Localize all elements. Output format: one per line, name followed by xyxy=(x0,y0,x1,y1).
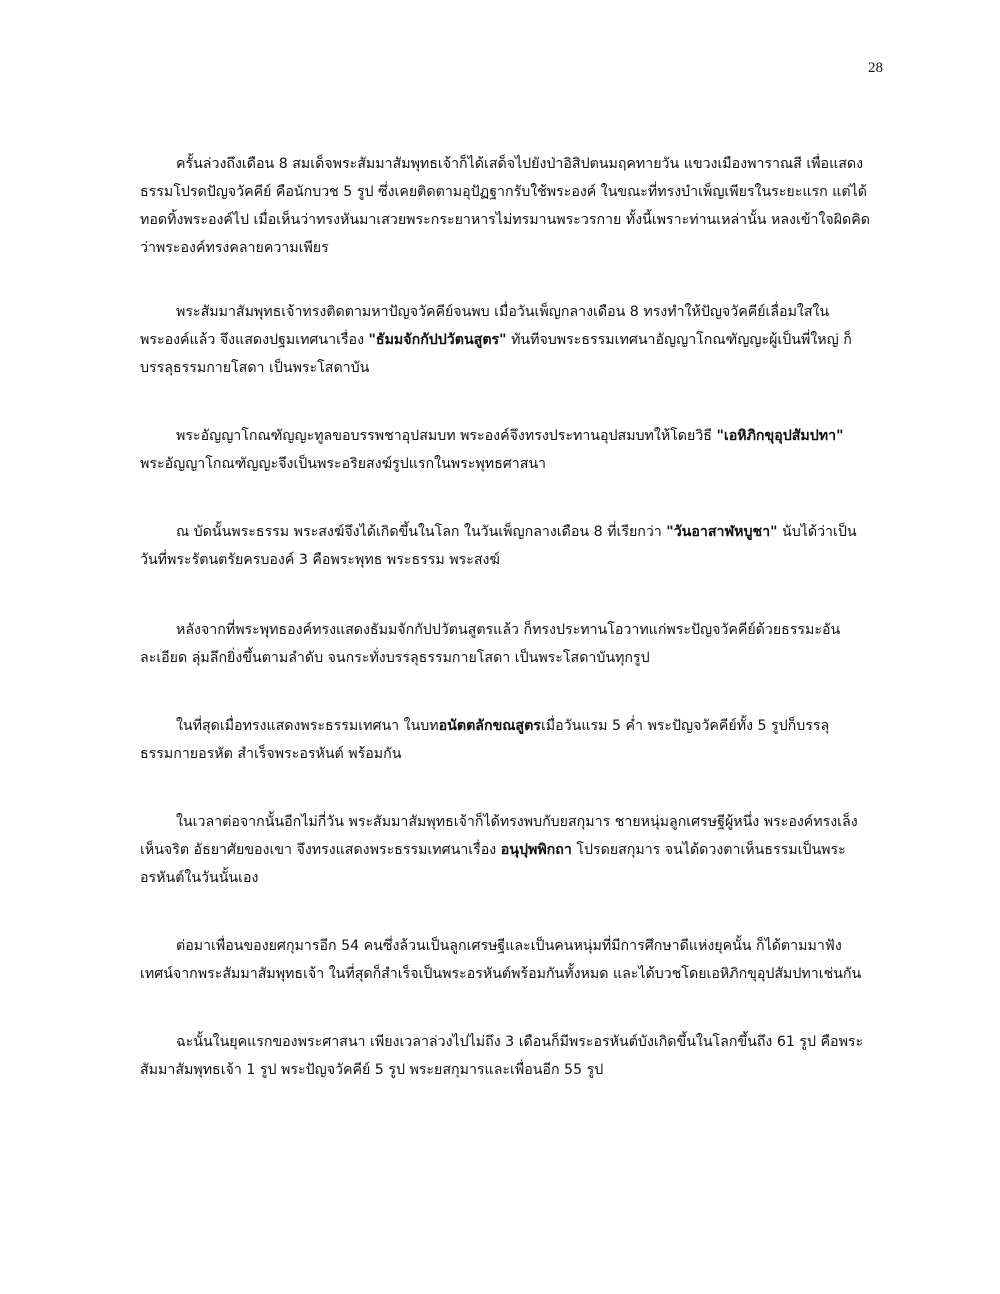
ordination-term-ehibhikkhu: "เอหิภิกขุอุปสัมปทา" xyxy=(716,428,844,444)
paragraph-5-text: หลังจากที่พระพุทธองค์ทรงแสดงธัมมจักกัปปวัตนสูตรแล้ว ก็ทรงประทานโอวาทแก่พระปัญจวัคคีย์ด้วยธรรมะอันละเอียด ลุ่มลึกยิ่งขึ้นตามลำดับ จนกระทั่งบรรลุธรรมกายโสดา เป็นพระโสดาบันทุกรูป xyxy=(140,622,841,666)
paragraph-3-text-b: พระอัญญาโกณฑัญญะจึงเป็นพระอริยสงฆ์รูปแรกในพระพุทธศาสนา xyxy=(140,456,547,472)
paragraph-6 xyxy=(140,712,872,768)
paragraph-3 xyxy=(140,422,872,478)
sutta-title-anattalakkhana: อนัตตลักขณสูตร xyxy=(438,718,541,734)
page-number: 28 xyxy=(868,60,883,76)
paragraph-7-text-b: โปรดยสกุมาร จนได้ดวงตาเห็นธรรมเป็นพระอรหันต์ในวันนั้นเอง xyxy=(140,842,846,886)
paragraph-8-text: ต่อมาเพื่อนของยศกุมารอีก 54 คนซึ่งล้วนเป็นลูกเศรษฐีและเป็นคนหนุ่มที่มีการศึกษาดีแห่งยุคนั้น ก็ได้ตามมาฟังเทศน์จากพระสัมมาสัมพุทธเจ้า ในที่สุดก็สำเร็จเป็นพระอรหันต์พร้อมกันทั้งหมด และได้บวชโดยเอหิภิกขุอุปสัมปทาเช่นกัน xyxy=(140,938,862,982)
paragraph-1 xyxy=(140,150,872,262)
document-body xyxy=(140,150,872,1126)
sermon-title-anupubbikatha: อนุปุพพิกถา xyxy=(500,842,572,858)
paragraph-3-text-a: พระอัญญาโกณฑัญญะทูลขอบรรพชาอุปสมบท พระองค์จึงทรงประทานอุปสมบทให้โดยวิธี xyxy=(176,428,717,444)
paragraph-4-text-b: นับได้ว่าเป็นวันที่พระรัตนตรัยครบองค์ 3 คือพระพุทธ พระธรรม พระสงฆ์ xyxy=(140,524,857,568)
paragraph-2-text-b: ทันทีจบพระธรรมเทศนาอัญญาโกณฑัญญะผู้เป็นพี่ใหญ่ ก็บรรลุธรรมกายโสดา เป็นพระโสดาบัน xyxy=(140,332,852,376)
paragraph-4 xyxy=(140,518,872,574)
paragraph-2 xyxy=(140,298,872,382)
paragraph-4-text-a: ณ บัดนั้นพระธรรม พระสงฆ์จึงได้เกิดขึ้นในโลก ในวันเพ็ญกลางเดือน 8 ที่เรียกว่า xyxy=(176,524,667,540)
paragraph-2-text-a: พระสัมมาสัมพุทธเจ้าทรงติดตามหาปัญจวัคคีย์จนพบ เมื่อวันเพ็ญกลางเดือน 8 ทรงทำให้ปัญจวัคคีย์เลื่อมใสในพระองค์แล้ว จึงแสดงปฐมเทศนาเรื่อง xyxy=(140,304,830,348)
paragraph-6-text-a: ในที่สุดเมื่อทรงแสดงพระธรรมเทศนา ในบท xyxy=(176,718,439,734)
sutta-title-dhammacakka: "ธัมมจักกัปปวัตนสูตร" xyxy=(368,332,507,348)
paragraph-1-text: ครั้นล่วงถึงเดือน 8 สมเด็จพระสัมมาสัมพุทธเจ้าก็ได้เสด็จไปยังป่าอิสิปตนมฤคทายวัน แขวงเมืองพาราณสี เพื่อแสดงธรรมโปรดปัญจวัคคีย์ คือนักบวช 5 รูป ซึ่งเคยติดตามอุปัฏฐากรับใช้พระองค์ ในขณะที่ทรงบำเพ็ญเพียรในระยะแรก แต่ได้ทอดทิ้งพระองค์ไป เมื่อเห็นว่าทรงหันมาเสวยพระกระยาหารไม่ทรมานพระวรกาย ทั้งนี้เพราะท่านเหล่านั้น หลงเข้าใจผิดคิดว่าพระองค์ทรงคลายความเพียร xyxy=(140,156,870,256)
paragraph-9-text: ฉะนั้นในยุคแรกของพระศาสนา เพียงเวลาล่วงไปไม่ถึง 3 เดือนก็มีพระอรหันต์บังเกิดขึ้นในโลกขึ้นถึง 61 รูป คือพระสัมมาสัมพุทธเจ้า 1 รูป พระปัญจวัคคีย์ 5 รูป พระยสกุมารและเพื่อนอีก 55 รูป xyxy=(140,1034,864,1078)
paragraph-7 xyxy=(140,808,872,892)
paragraph-6-text-b: เมื่อวันแรม 5 ค่ำ พระปัญจวัคคีย์ทั้ง 5 รูปก็บรรลุธรรมกายอรหัต สำเร็จพระอรหันต์ พร้อมกัน xyxy=(140,718,830,762)
asalha-bucha-term: "วันอาสาฬหบูชา" xyxy=(666,524,778,540)
paragraph-7-text-a: ในเวลาต่อจากนั้นอีกไม่กี่วัน พระสัมมาสัมพุทธเจ้าก็ได้ทรงพบกับยสกุมาร ชายหนุ่มลูกเศรษฐีผู้หนึ่ง พระองค์ทรงเล็งเห็นจริต อัธยาศัยของเขา จึงทรงแสดงพระธรรมเทศนาเรื่อง xyxy=(140,814,858,858)
paragraph-5 xyxy=(140,616,872,672)
paragraph-9 xyxy=(140,1028,872,1084)
paragraph-8 xyxy=(140,932,872,988)
